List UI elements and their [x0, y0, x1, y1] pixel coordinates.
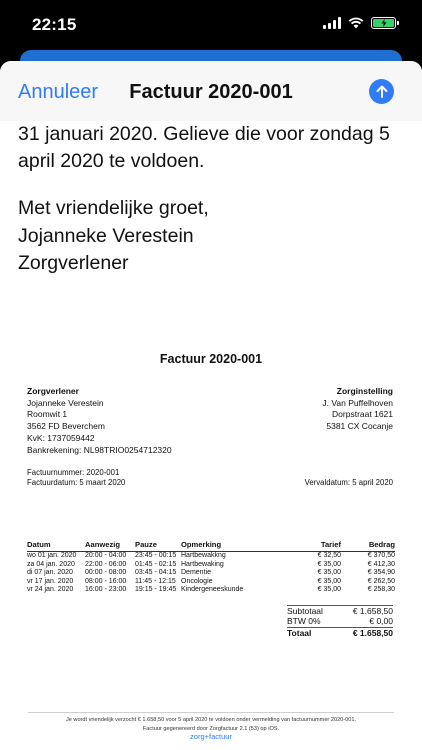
- table-row: [27, 569, 395, 578]
- wifi-icon: [348, 17, 364, 29]
- institution-heading: Zorginstelling: [336, 386, 393, 396]
- footer-generator-note: Factuur gegenereerd door Zorgfactuur 2.1 (53) op iOS.: [142, 725, 280, 732]
- vat-label: BTW 0%: [287, 616, 321, 626]
- table-cell: 16:00 - 23:00: [85, 586, 127, 594]
- institution-block: [322, 386, 393, 433]
- send-button[interactable]: [369, 79, 394, 104]
- provider-street: Roomwit 1: [27, 409, 68, 420]
- invoice-lines-table: [27, 539, 395, 595]
- total-value: € 1.658,50: [352, 628, 393, 638]
- table-header-row: [27, 539, 395, 552]
- subtotal-label: Subtotaal: [287, 606, 323, 616]
- column-header: Opmerking: [181, 539, 301, 552]
- table-cell: € 35,00: [317, 560, 341, 568]
- table-cell: Oncologie: [181, 577, 213, 585]
- invoice-due-date: Vervaldatum: 5 april 2020: [304, 478, 393, 487]
- table-cell: € 35,00: [317, 569, 341, 577]
- invoice-totals: [287, 605, 393, 638]
- table-cell: € 258,30: [367, 586, 395, 594]
- table-cell: Hartbewakkng: [181, 552, 226, 559]
- status-icons: [323, 17, 396, 29]
- table-cell: 01:45 - 02:15: [135, 560, 177, 568]
- status-time: 22:15: [32, 15, 77, 34]
- message-paragraph: [18, 121, 404, 175]
- status-bar: [0, 0, 422, 50]
- message-body[interactable]: [0, 121, 422, 278]
- table-cell: Hartbewaking: [181, 560, 224, 568]
- provider-bank: Bankrekening: NL98TRIO0254712320: [27, 444, 172, 455]
- table-cell: 22:00 - 06:00: [85, 560, 127, 568]
- table-cell: Dementie: [181, 569, 211, 577]
- table-cell: 03:45 - 04:15: [135, 569, 177, 577]
- table-cell: 00:00 - 08:00: [85, 569, 127, 577]
- table-cell: 08:00 - 16:00: [85, 577, 127, 585]
- vat-row: [287, 616, 393, 627]
- table-cell: € 370,50: [367, 552, 395, 559]
- invoice-meta: [0, 468, 422, 492]
- table-cell: € 412,30: [367, 560, 395, 568]
- table-cell: 20:00 - 04:00: [85, 552, 127, 559]
- table-cell: € 354,90: [367, 569, 395, 577]
- column-header: Pauze: [135, 539, 181, 552]
- column-header: Aanwezig: [85, 539, 135, 552]
- table-cell: 11:45 - 12:15: [135, 577, 176, 585]
- table-cell: 23:45 - 00:15: [135, 552, 177, 559]
- table-cell: 19:15 - 19:45: [135, 586, 177, 594]
- provider-name: Jojanneke Verestein: [27, 397, 104, 408]
- subtotal-value: € 1.658,50: [352, 606, 393, 616]
- invoice-attachment[interactable]: [0, 341, 422, 638]
- table-cell: vr 24 jan. 2020: [27, 586, 74, 594]
- table-row: [27, 578, 395, 587]
- navigation-bar: [0, 61, 422, 121]
- invoice-footer: [28, 712, 394, 742]
- table-row: [27, 586, 395, 595]
- table-cell: € 32,50: [317, 552, 341, 559]
- subtotal-row: [287, 605, 393, 616]
- table-cell: € 35,00: [317, 577, 341, 585]
- table-cell: Kindergeneeskunde: [181, 586, 244, 594]
- message-line: april 2020 te voldoen.: [18, 150, 205, 172]
- battery-icon: [371, 17, 396, 29]
- table-cell: za 04 jan. 2020: [27, 560, 75, 568]
- cellular-signal-icon: [323, 17, 341, 29]
- table-row: [27, 561, 395, 570]
- table-cell: di 07 jan. 2020: [27, 569, 73, 577]
- provider-heading: Zorgverlener: [27, 386, 79, 396]
- compose-sheet: [0, 61, 422, 750]
- total-row: [287, 627, 393, 638]
- total-label: Totaal: [287, 628, 312, 638]
- table-cell: € 35,00: [317, 586, 341, 594]
- invoice-title: Factuur 2020-001: [159, 352, 263, 366]
- column-header: Datum: [27, 539, 85, 552]
- institution-name: J. Van Puffelhoven: [322, 397, 393, 408]
- arrow-up-icon: [376, 85, 388, 98]
- provider-block: [27, 386, 172, 456]
- invoice-meta-left: [27, 468, 125, 488]
- invoice-parties: [0, 386, 422, 460]
- column-header: Bedrag: [341, 539, 395, 552]
- signature: [18, 195, 404, 278]
- signature-name: Jojanneke Verestein: [18, 224, 194, 247]
- invoice-date: Factuurdatum: 5 maart 2020: [27, 478, 126, 487]
- institution-street: Dorpstraat 1621: [332, 409, 393, 420]
- table-cell: vr 17 jan. 2020: [27, 577, 74, 585]
- signature-role: Zorgverlener: [18, 252, 129, 274]
- provider-kvk: KvK: 1737059442: [27, 432, 95, 443]
- signature-greeting: Met vriendelijke groet,: [18, 197, 209, 219]
- table-row: [27, 552, 395, 561]
- provider-city: 3562 FD Beverchem: [27, 421, 105, 432]
- footer-payment-note: Je wordt vriendelijk verzocht € 1.658,50 voor 5 april 2020 te voldoen onder vermelding van factuurnummer 2020-001.: [65, 717, 357, 723]
- table-cell: wo 01 jan. 2020: [27, 552, 77, 559]
- institution-city: 5381 CX Cocanje: [326, 421, 393, 432]
- invoice-number: Factuurnummer: 2020-001: [27, 468, 120, 477]
- page-title: Factuur 2020-001: [129, 81, 293, 103]
- zorgfactuur-logo: zorg+factuur: [190, 732, 232, 741]
- message-line: 31 januari 2020. Gelieve die voor zondag 5: [18, 123, 390, 145]
- cancel-button[interactable]: Annuleer: [18, 81, 99, 103]
- column-header: Tarief: [301, 539, 341, 552]
- vat-value: € 0,00: [369, 616, 393, 626]
- table-cell: € 262,50: [367, 577, 395, 585]
